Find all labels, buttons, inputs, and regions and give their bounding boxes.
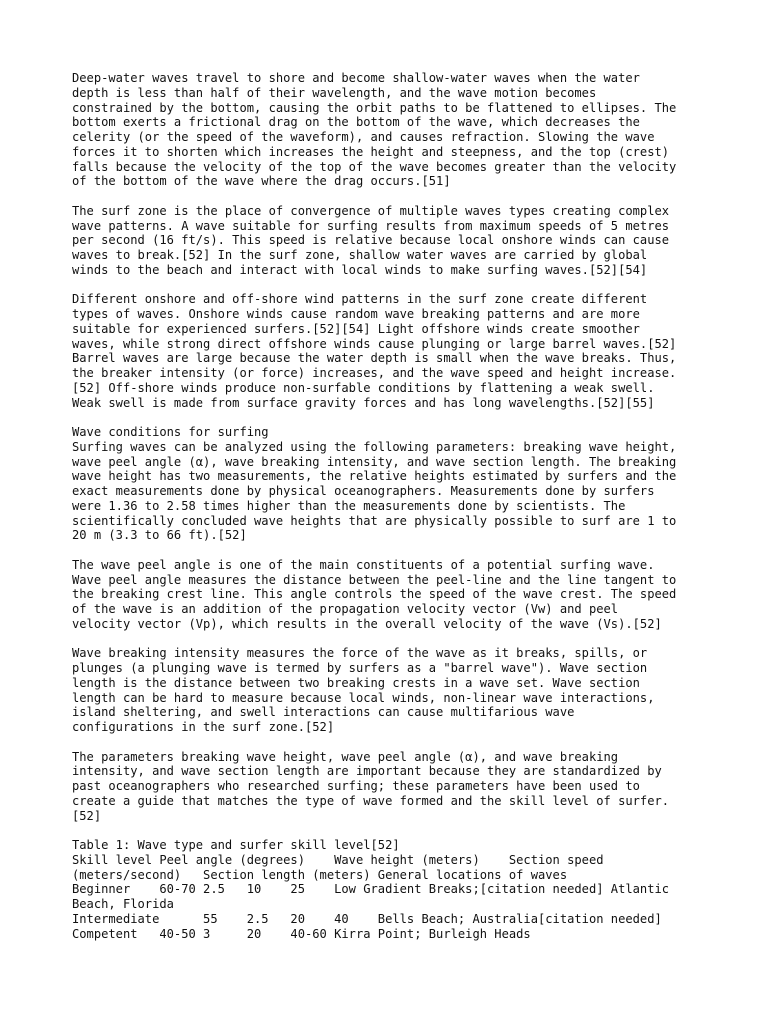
section-heading: Wave conditions for surfing <box>72 425 269 439</box>
text-line: winds to the beach and interact with local winds to make surfing waves.[52][54] <box>72 262 648 277</box>
text-line: intensity, and wave section length are important because they are standardized by <box>72 764 662 779</box>
text-line: Barrel waves are large because the water depth is small when the wave breaks. Thus, <box>72 351 677 366</box>
text-line: plunges (a plunging wave is termed by surfers as a "barrel wave"). Wave section <box>72 661 648 675</box>
paragraph <box>72 440 712 543</box>
text-line: Wave peel angle measures the distance between the peel-line and the line tangent to <box>72 572 677 587</box>
text-line: Different onshore and off-shore wind patterns in the surf zone create different <box>72 292 648 307</box>
text-line: wave height has two measurements, the relative heights estimated by surfers and the <box>72 469 677 484</box>
table-row: Skill level Peel angle (degrees) Wave height (meters) Section speed <box>72 852 604 867</box>
text-line: constrained by the bottom, causing the orbit paths to be flattened to ellipses. The <box>72 100 677 115</box>
text-line: 20 m (3.3 to 66 ft).[52] <box>72 528 247 543</box>
text-line: The wave peel angle is one of the main constituents of a potential surfing wave. <box>72 557 655 572</box>
text-line: length is the distance between two breaking crests in a wave set. Wave section <box>72 675 640 690</box>
text-line: forces it to shorten which increases the height and steepness, and the top (crest) <box>72 144 670 159</box>
table-row: Intermediate 55 2.5 20 40 Bells Beach; Australia[citation needed] <box>72 911 662 926</box>
table-row: Competent 40-50 3 20 40-60 Kirra Point; Burleigh Heads <box>72 926 531 941</box>
text-line: wave patterns. A wave suitable for surfing results from maximum speeds of 5 metres <box>72 218 670 233</box>
text-line: bottom exerts a frictional drag on the bottom of the wave, which decreases the <box>72 115 640 130</box>
wave-conditions-section <box>72 425 712 823</box>
text-line: waves to break.[52] In the surf zone, shallow water waves are carried by global <box>72 248 648 262</box>
text-line: Weak swell is made from surface gravity forces and has long wavelengths.[52][55] <box>72 395 655 410</box>
section-body <box>72 440 712 824</box>
text-line: exact measurements done by physical oceanographers. Measurements done by surfers <box>72 484 655 498</box>
paragraph <box>72 292 712 410</box>
table-row: (meters/second) Section length (meters) General locations of waves <box>72 867 568 882</box>
text-line: configurations in the surf zone.[52] <box>72 720 335 734</box>
paragraph <box>72 204 712 278</box>
text-line: the breaker intensity (or force) increases, and the wave speed and height increase. <box>72 366 677 380</box>
text-line: of the wave is an addition of the propagation velocity vector (Vw) and peel <box>72 602 619 616</box>
text-line: past oceanographers who researched surfing; these parameters have been used to <box>72 779 640 793</box>
text-line: velocity vector (Vp), which results in the overall velocity of the wave (Vs).[52] <box>72 616 662 631</box>
text-line: Wave breaking intensity measures the force of the wave as it breaks, spills, or <box>72 646 648 661</box>
text-line: The surf zone is the place of convergence of multiple waves types creating complex <box>72 203 670 218</box>
text-line: length can be hard to measure because local winds, non-linear wave interactions, <box>72 690 655 705</box>
text-line: were 1.36 to 2.58 times higher than the measurements done by scientists. The <box>72 498 626 513</box>
document-page <box>72 71 712 941</box>
text-line: Deep-water waves travel to shore and become shallow-water waves when the water <box>72 71 640 85</box>
text-line: falls because the velocity of the top of the wave becomes greater than the velocity <box>72 159 677 174</box>
text-line: island sheltering, and swell interactions can cause multifarious wave <box>72 705 575 720</box>
text-line: suitable for experienced surfers.[52][54] Light offshore winds create smoother <box>72 321 640 336</box>
paragraph <box>72 750 712 824</box>
table-caption: Table 1: Wave type and surfer skill level[52] <box>72 838 400 852</box>
text-line: of the bottom of the wave where the drag occurs.[51] <box>72 174 451 189</box>
wave-type-table <box>72 838 712 941</box>
paragraph <box>72 646 712 735</box>
text-line: types of waves. Onshore winds cause random wave breaking patterns and are more <box>72 307 640 321</box>
intro-section <box>72 71 712 410</box>
text-line: [52] <box>72 808 102 823</box>
text-line: celerity (or the speed of the waveform), and causes refraction. Slowing the wave <box>72 130 655 144</box>
text-line: waves, while strong direct offshore winds cause plunging or large barrel waves.[52] <box>72 336 677 351</box>
text-line: wave peel angle (α), wave breaking intensity, and wave section length. The breaking <box>72 454 677 469</box>
table-row: Beginner 60-70 2.5 10 25 Low Gradient Breaks;[citation needed] Atlantic <box>72 882 670 897</box>
text-line: per second (16 ft/s). This speed is relative because local onshore winds can cause <box>72 233 670 248</box>
text-line: Surfing waves can be analyzed using the following parameters: breaking wave height, <box>72 439 677 454</box>
text-line: The parameters breaking wave height, wave peel angle (α), and wave breaking <box>72 749 619 764</box>
text-line: depth is less than half of their wavelength, and the wave motion becomes <box>72 85 597 100</box>
paragraph <box>72 558 712 632</box>
text-line: create a guide that matches the type of wave formed and the skill level of surfer. <box>72 793 670 808</box>
text-line: the breaking crest line. This angle controls the speed of the wave crest. The speed <box>72 587 677 602</box>
table-row: Beach, Florida <box>72 897 174 911</box>
paragraph <box>72 71 712 189</box>
text-line: [52] Off-shore winds produce non-surfable conditions by flattening a weak swell. <box>72 380 655 395</box>
text-line: scientifically concluded wave heights that are physically possible to surf are 1 to <box>72 513 677 528</box>
